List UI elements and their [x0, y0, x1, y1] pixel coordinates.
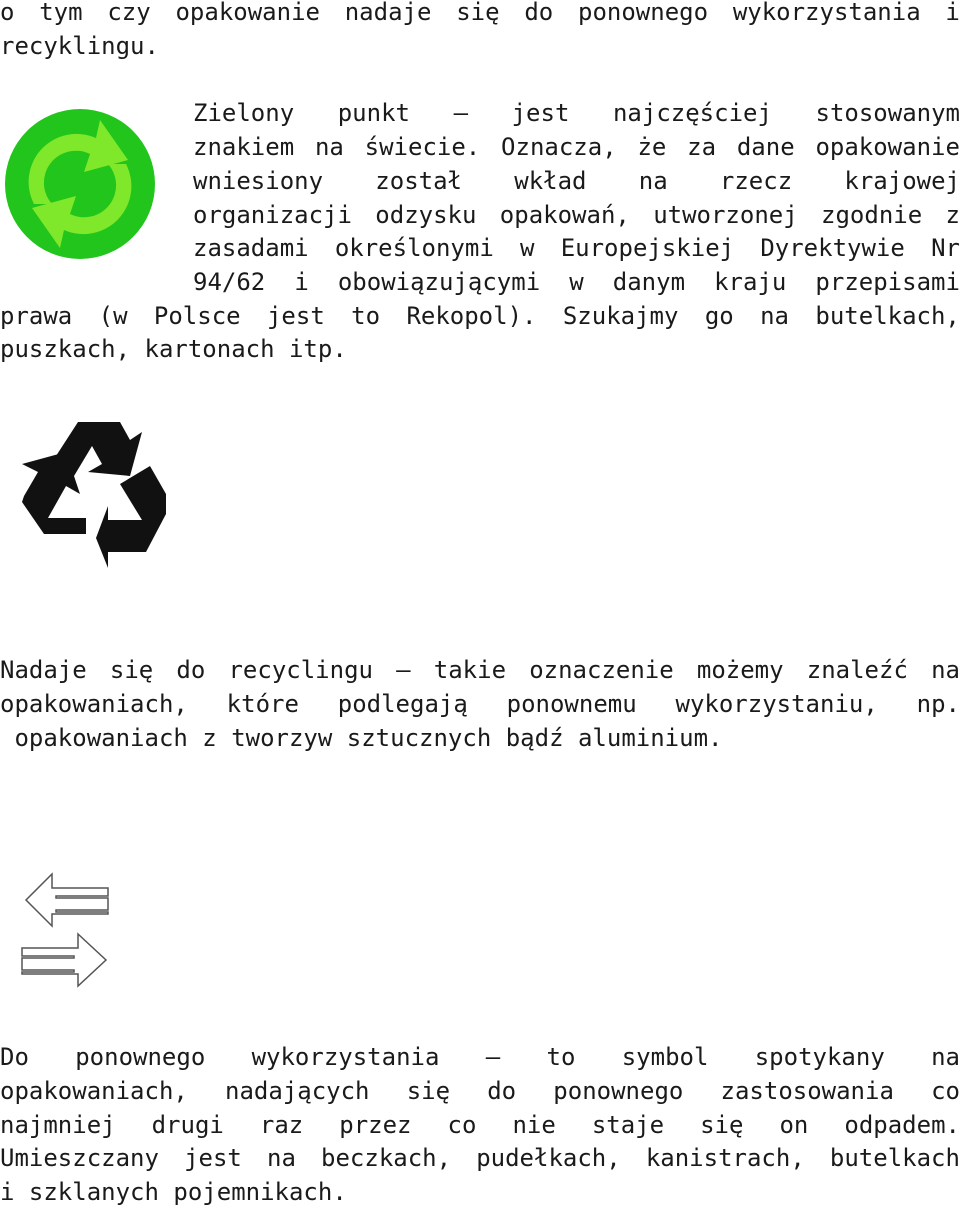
- green-dot-icon: [4, 108, 156, 260]
- word: na: [931, 1040, 960, 1074]
- word: znakiem: [193, 130, 294, 164]
- word: on: [779, 1108, 808, 1142]
- word: opakowanie: [175, 0, 320, 29]
- word: wniesiony: [193, 164, 323, 198]
- word: Polsce: [154, 299, 241, 333]
- word: Nr: [931, 231, 960, 265]
- word: jest: [267, 299, 325, 333]
- word: na: [760, 299, 789, 333]
- word: Umieszczany: [0, 1141, 159, 1175]
- word: nadających: [225, 1074, 370, 1108]
- word: się: [407, 1074, 450, 1108]
- word: Rekopol).: [406, 299, 536, 333]
- word: zastosowania: [721, 1074, 894, 1108]
- word: i: [945, 0, 959, 29]
- word: na: [267, 1141, 296, 1175]
- word: krajowej: [844, 164, 960, 198]
- intro-line-2: recyklingu.: [0, 29, 960, 63]
- word: spotykany: [755, 1040, 885, 1074]
- word: możemy: [697, 653, 784, 687]
- word: (w: [99, 299, 128, 333]
- word: opakowań,: [500, 198, 630, 232]
- reuse-arrows-icon: [20, 872, 112, 990]
- word: odpadem.: [844, 1108, 960, 1142]
- word: opakowanie: [815, 130, 960, 164]
- word: takie: [434, 653, 506, 687]
- word: wkład: [514, 164, 586, 198]
- word: o: [0, 0, 14, 29]
- word: symbol: [622, 1040, 709, 1074]
- word: tym: [39, 0, 82, 29]
- word: nadaje: [345, 0, 432, 29]
- word: –: [396, 653, 410, 687]
- green-dot-line-3: [193, 164, 960, 198]
- green-dot-line-1: [193, 96, 960, 130]
- word: się: [456, 0, 499, 29]
- word: które: [227, 687, 299, 721]
- green-dot-line-5: [193, 231, 960, 265]
- recycling-line-1: [0, 653, 960, 687]
- word: określonymi: [335, 231, 494, 265]
- green-dot-line-4: [193, 198, 960, 232]
- word: danym: [613, 265, 685, 299]
- word: się: [110, 653, 153, 687]
- word: został: [375, 164, 462, 198]
- word: odzysku: [375, 198, 476, 232]
- word: rzecz: [720, 164, 792, 198]
- intro-line-1: [0, 0, 960, 29]
- word: z: [946, 198, 960, 232]
- word: znaleźć: [807, 653, 908, 687]
- word: za: [687, 130, 716, 164]
- word: świecie.: [365, 130, 481, 164]
- word: w: [569, 265, 583, 299]
- word: że: [637, 130, 666, 164]
- word: staje: [592, 1108, 664, 1142]
- word: na: [639, 164, 668, 198]
- word: butelkach,: [815, 299, 960, 333]
- word: utworzonej: [653, 198, 798, 232]
- word: Do: [0, 1040, 29, 1074]
- word: nie: [512, 1108, 555, 1142]
- word: kanistrach,: [646, 1141, 805, 1175]
- word: Oznacza,: [501, 130, 617, 164]
- word: najczęściej: [613, 96, 772, 130]
- word: podlegają: [338, 687, 468, 721]
- word: np.: [917, 687, 960, 721]
- word: opakowaniach,: [0, 687, 188, 721]
- word: co: [448, 1108, 477, 1142]
- word: kraju: [714, 265, 786, 299]
- word: recyclingu: [228, 653, 373, 687]
- word: Europejskiej: [561, 231, 734, 265]
- word: stosowanym: [816, 96, 960, 130]
- word: prawa: [0, 299, 72, 333]
- reuse-line-5: i szklanych pojemnikach.: [0, 1175, 960, 1209]
- word: co: [931, 1074, 960, 1108]
- word: to: [547, 1040, 576, 1074]
- reuse-line-4: [0, 1141, 960, 1175]
- word: obowiązującymi: [338, 265, 540, 299]
- word: oznaczenie: [529, 653, 674, 687]
- word: to: [351, 299, 380, 333]
- green-dot-line-6: [193, 265, 960, 299]
- word: Dyrektywie: [760, 231, 905, 265]
- word: butelkach: [830, 1141, 960, 1175]
- green-dot-line-2: [193, 130, 960, 164]
- word: w: [520, 231, 534, 265]
- word: punkt: [338, 96, 410, 130]
- word: jest: [512, 96, 570, 130]
- word: najmniej: [0, 1108, 116, 1142]
- word: raz: [260, 1108, 303, 1142]
- word: –: [486, 1040, 500, 1074]
- word: do: [524, 0, 553, 29]
- word: wykorzystania: [733, 0, 921, 29]
- word: organizacji: [193, 198, 352, 232]
- recycling-icon: [18, 418, 168, 568]
- word: do: [487, 1074, 516, 1108]
- word: go: [705, 299, 734, 333]
- word: dane: [737, 130, 795, 164]
- reuse-line-3: [0, 1108, 960, 1142]
- word: jest: [184, 1141, 242, 1175]
- word: Szukajmy: [563, 299, 679, 333]
- word: i: [294, 265, 308, 299]
- word: wykorzystania: [252, 1040, 440, 1074]
- word: na: [931, 653, 960, 687]
- word: na: [315, 130, 344, 164]
- word: Nadaje: [0, 653, 87, 687]
- word: zgodnie: [821, 198, 922, 232]
- word: pudełkach,: [476, 1141, 621, 1175]
- word: drugi: [152, 1108, 224, 1142]
- green-dot-line-7: [0, 299, 960, 333]
- recycling-line-3: opakowaniach z tworzyw sztucznych bądź aluminium.: [0, 721, 960, 755]
- word: opakowaniach,: [0, 1074, 188, 1108]
- word: beczkach,: [321, 1141, 451, 1175]
- word: Zielony: [193, 96, 294, 130]
- word: czy: [107, 0, 150, 29]
- word: ponownego: [553, 1074, 683, 1108]
- word: –: [454, 96, 468, 130]
- word: wykorzystaniu,: [676, 687, 878, 721]
- word: 94/62: [193, 265, 265, 299]
- word: ponownego: [75, 1040, 205, 1074]
- word: się: [700, 1108, 743, 1142]
- reuse-line-2: [0, 1074, 960, 1108]
- word: zasadami: [193, 231, 309, 265]
- reuse-line-1: [0, 1040, 960, 1074]
- word: przepisami: [815, 265, 960, 299]
- word: przez: [339, 1108, 411, 1142]
- word: do: [176, 653, 205, 687]
- green-dot-line-8: puszkach, kartonach itp.: [0, 332, 960, 366]
- recycling-line-2: [0, 687, 960, 721]
- word: ponownemu: [507, 687, 637, 721]
- word: ponownego: [578, 0, 708, 29]
